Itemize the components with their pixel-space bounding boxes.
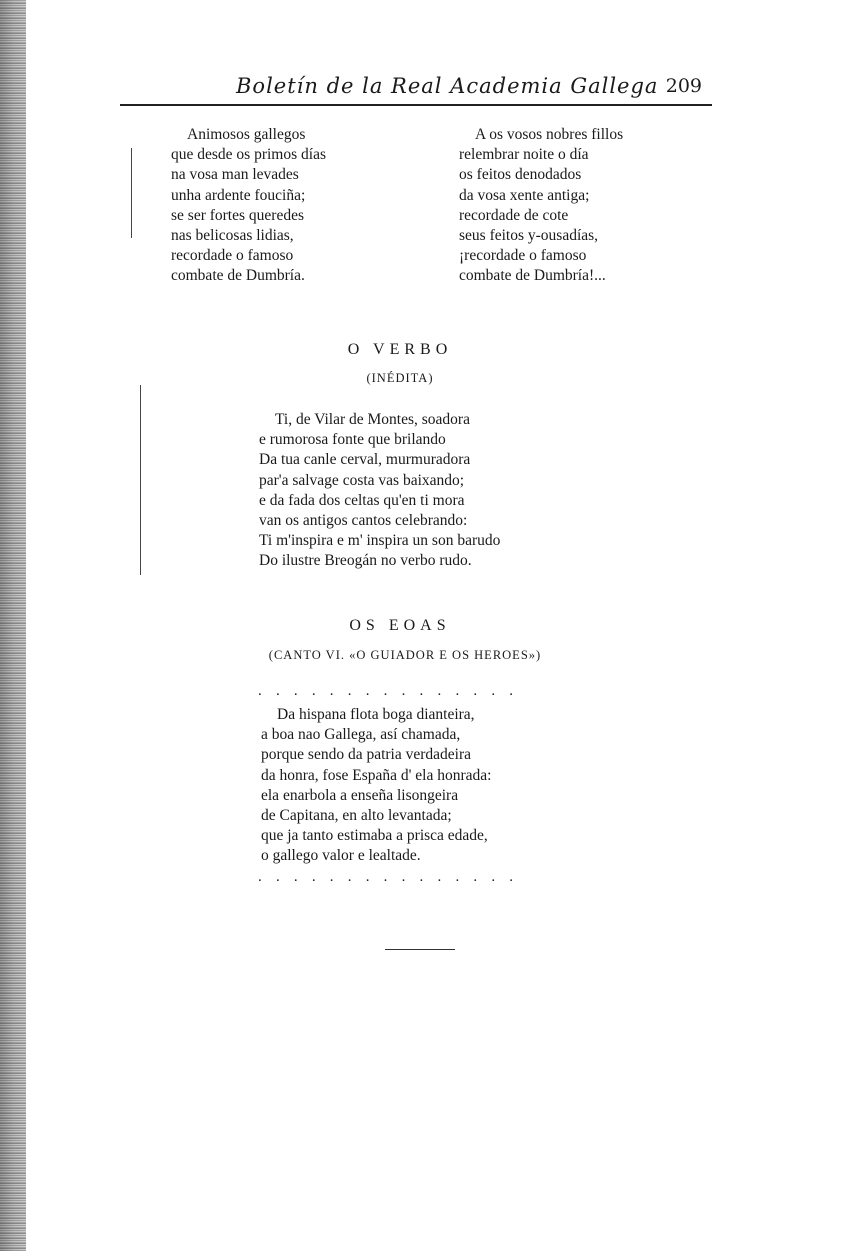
poem-line: na vosa man levades — [171, 166, 299, 184]
scan-margin-mark — [131, 148, 132, 238]
poem-line: combate de Dumbría. — [171, 267, 305, 285]
running-header — [120, 70, 712, 106]
stanza-left — [171, 125, 326, 287]
poem-line: seus feitos y-ousadías, — [459, 227, 599, 245]
poem-line: combate de Dumbría!... — [459, 267, 606, 285]
section-subtitle-eoas: (CANTO VI. «O GUIADOR E OS HEROES») — [268, 648, 542, 662]
poem-line: a boa nao Gallega, así chamada, — [261, 726, 461, 744]
journal-title: Boletín de la Real Academia Gallega — [236, 74, 659, 98]
poem-line: Ti m'inspira e m' inspira un son barudo — [259, 532, 501, 550]
poem-line: Da tua canle cerval, murmuradora — [259, 451, 471, 469]
poem-line: recordade o famoso — [171, 247, 294, 265]
end-rule — [385, 949, 455, 950]
poem-line: porque sendo da patria verdadeira — [261, 746, 472, 764]
poem-eoas — [261, 705, 491, 867]
poem-line: da honra, fose España d' ela honrada: — [261, 766, 492, 784]
poem-line: o gallego valor e lealtade. — [261, 847, 421, 865]
poem-line: da vosa xente antiga; — [459, 186, 590, 204]
poem-line: e da fada dos celtas qu'en ti mora — [259, 491, 465, 509]
poem-line: Animosos gallegos — [187, 126, 306, 143]
poem-line: relembrar noite o día — [459, 146, 589, 164]
page-number: 209 — [665, 75, 702, 97]
poem-line: de Capitana, en alto levantada; — [261, 807, 452, 825]
poem-line: os feitos denodados — [459, 166, 582, 184]
scan-margin-mark — [140, 385, 141, 575]
poem-line: que ja tanto estimaba a prisca edade, — [261, 827, 488, 845]
poem-line: se ser fortes queredes — [171, 206, 304, 224]
poem-line: A os vosos nobres fillos — [475, 126, 624, 143]
poem-line: que desde os primos días — [171, 146, 326, 164]
poem-line: e rumorosa fonte que brilando — [259, 431, 446, 449]
ellipsis-row-top: ............... — [258, 683, 528, 699]
poem-line: Do ilustre Breogán no verbo rudo. — [259, 552, 472, 570]
poem-line: van os antigos cantos celebrando: — [259, 512, 468, 530]
poem-line: par'a salvage costa vas baixando; — [259, 471, 465, 489]
poem-line: Da hispana flota boga dianteira, — [277, 706, 475, 723]
header-rule — [120, 104, 712, 106]
poem-line: Ti, de Vilar de Montes, soadora — [275, 411, 470, 428]
poem-line: nas belicosas lidias, — [171, 227, 294, 245]
ellipsis-row-bottom: ............... — [258, 869, 528, 885]
poem-verbo — [259, 410, 500, 572]
poem-line: unha ardente fouciña; — [171, 186, 306, 204]
poem-line: ela enarbola a enseña lisongeira — [261, 786, 459, 804]
section-subtitle-verbo: (INÉDITA) — [366, 371, 434, 385]
poem-line: recordade de cote — [459, 206, 569, 224]
poem-line: ¡recordade o famoso — [459, 247, 587, 265]
section-title-eoas: OS EOAS — [349, 617, 451, 634]
section-title-verbo: O VERBO — [347, 341, 453, 358]
stanza-right — [459, 125, 623, 287]
